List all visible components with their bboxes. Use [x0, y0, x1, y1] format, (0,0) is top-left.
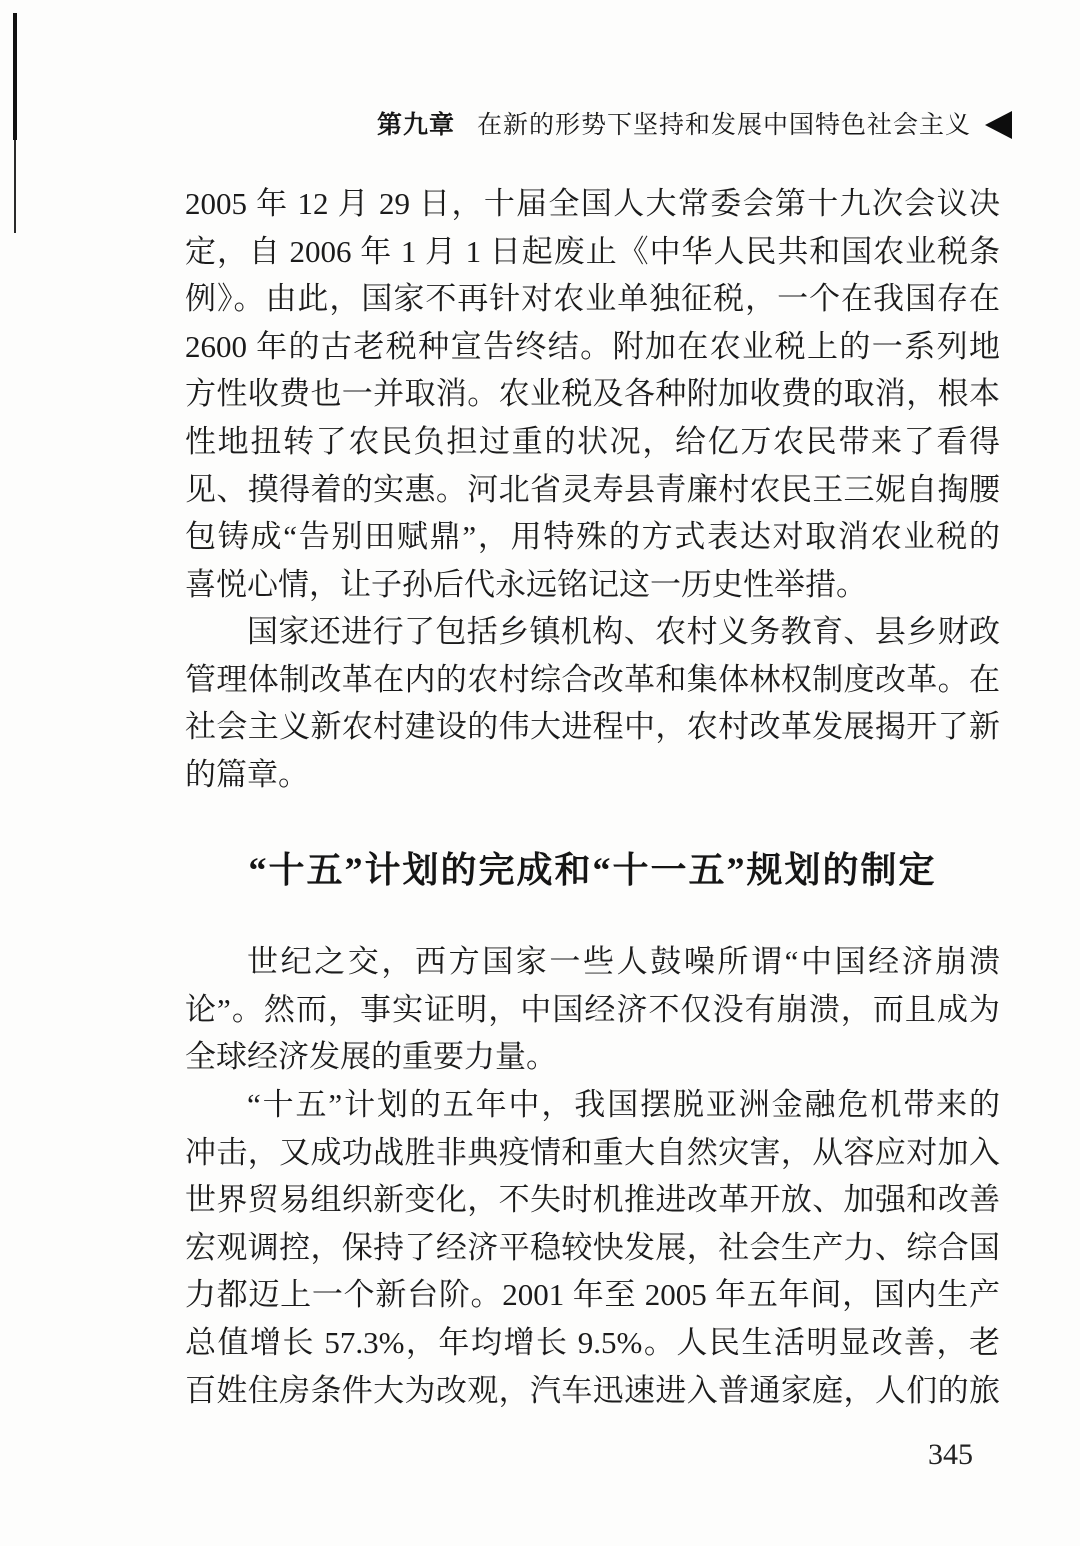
- paragraph-3: [185, 938, 1000, 1081]
- left-triangle-icon: [985, 111, 1012, 139]
- text-line: 论”。然而，事实证明，中国经济不仅没有崩溃，而且成为: [185, 991, 1000, 1027]
- text-line: 世界贸易组织新变化，不失时机推进改革开放、加强和改善: [185, 1182, 1000, 1218]
- text-line: 例》。由此，国家不再针对农业单独征税，一个在我国存在: [185, 281, 1000, 317]
- text-line: 百姓住房条件大为改观，汽车迅速进入普通家庭，人们的旅: [185, 1372, 1000, 1408]
- chapter-title: 在新的形势下坚持和发展中国特色社会主义: [476, 111, 971, 139]
- text-line: 2600 年的古老税种宣告终结。附加在农业税上的一系列地: [185, 328, 1000, 364]
- chapter-header: [377, 110, 1012, 140]
- text-line: 性地扭转了农民负担过重的状况，给亿万农民带来了看得: [185, 423, 1000, 459]
- scan-artifact-line: [13, 13, 17, 140]
- text-line: “十五”计划的五年中，我国摆脱亚洲金融危机带来的: [247, 1087, 1000, 1122]
- text-line: 世纪之交，西方国家一些人鼓噪所谓“中国经济崩溃: [247, 944, 1000, 979]
- section-heading: “十五”计划的完成和“十一五”规划的制定: [248, 850, 937, 890]
- text-line: 全球经济发展的重要力量。: [185, 1039, 557, 1075]
- paragraph-1: [185, 180, 1000, 608]
- paragraph-2: [185, 608, 1000, 798]
- scan-artifact-line-thin: [14, 140, 16, 233]
- text-line: 国家还进行了包括乡镇机构、农村义务教育、县乡财政: [247, 614, 1000, 649]
- text-line: 的篇章。: [185, 756, 309, 792]
- paragraph-4: [185, 1081, 1000, 1414]
- text-line: 喜悦心情，让子孙后代永远铭记这一历史性举措。: [185, 566, 867, 602]
- text-line: 管理体制改革在内的农村综合改革和集体林权制度改革。在: [185, 661, 1000, 697]
- text-line: 2005 年 12 月 29 日，十届全国人大常委会第十九次会议决: [185, 186, 1000, 221]
- text-line: 定，自 2006 年 1 月 1 日起废止《中华人民共和国农业税条: [185, 233, 1000, 269]
- text-line: 力都迈上一个新台阶。2001 年至 2005 年五年间，国内生产: [185, 1277, 1000, 1313]
- text-line: 见、摸得着的实惠。河北省灵寿县青廉村农民王三妮自掏腰: [185, 471, 1000, 507]
- page-number: 345: [928, 1438, 973, 1471]
- text-line: 社会主义新农村建设的伟大进程中，农村改革发展揭开了新: [185, 709, 1000, 745]
- text-line: 包铸成“告别田赋鼎”，用特殊的方式表达对取消农业税的: [185, 519, 1000, 555]
- text-line: 方性收费也一并取消。农业税及各种附加收费的取消，根本: [185, 376, 1000, 412]
- text-line: 冲击，又成功战胜非典疫情和重大自然灾害，从容应对加入: [185, 1134, 1000, 1170]
- text-line: 宏观调控，保持了经济平稳较快发展，社会生产力、综合国: [185, 1229, 1000, 1265]
- text-line: 总值增长 57.3%，年均增长 9.5%。人民生活明显改善，老: [185, 1324, 1000, 1360]
- chapter-number: 第九章: [376, 111, 455, 139]
